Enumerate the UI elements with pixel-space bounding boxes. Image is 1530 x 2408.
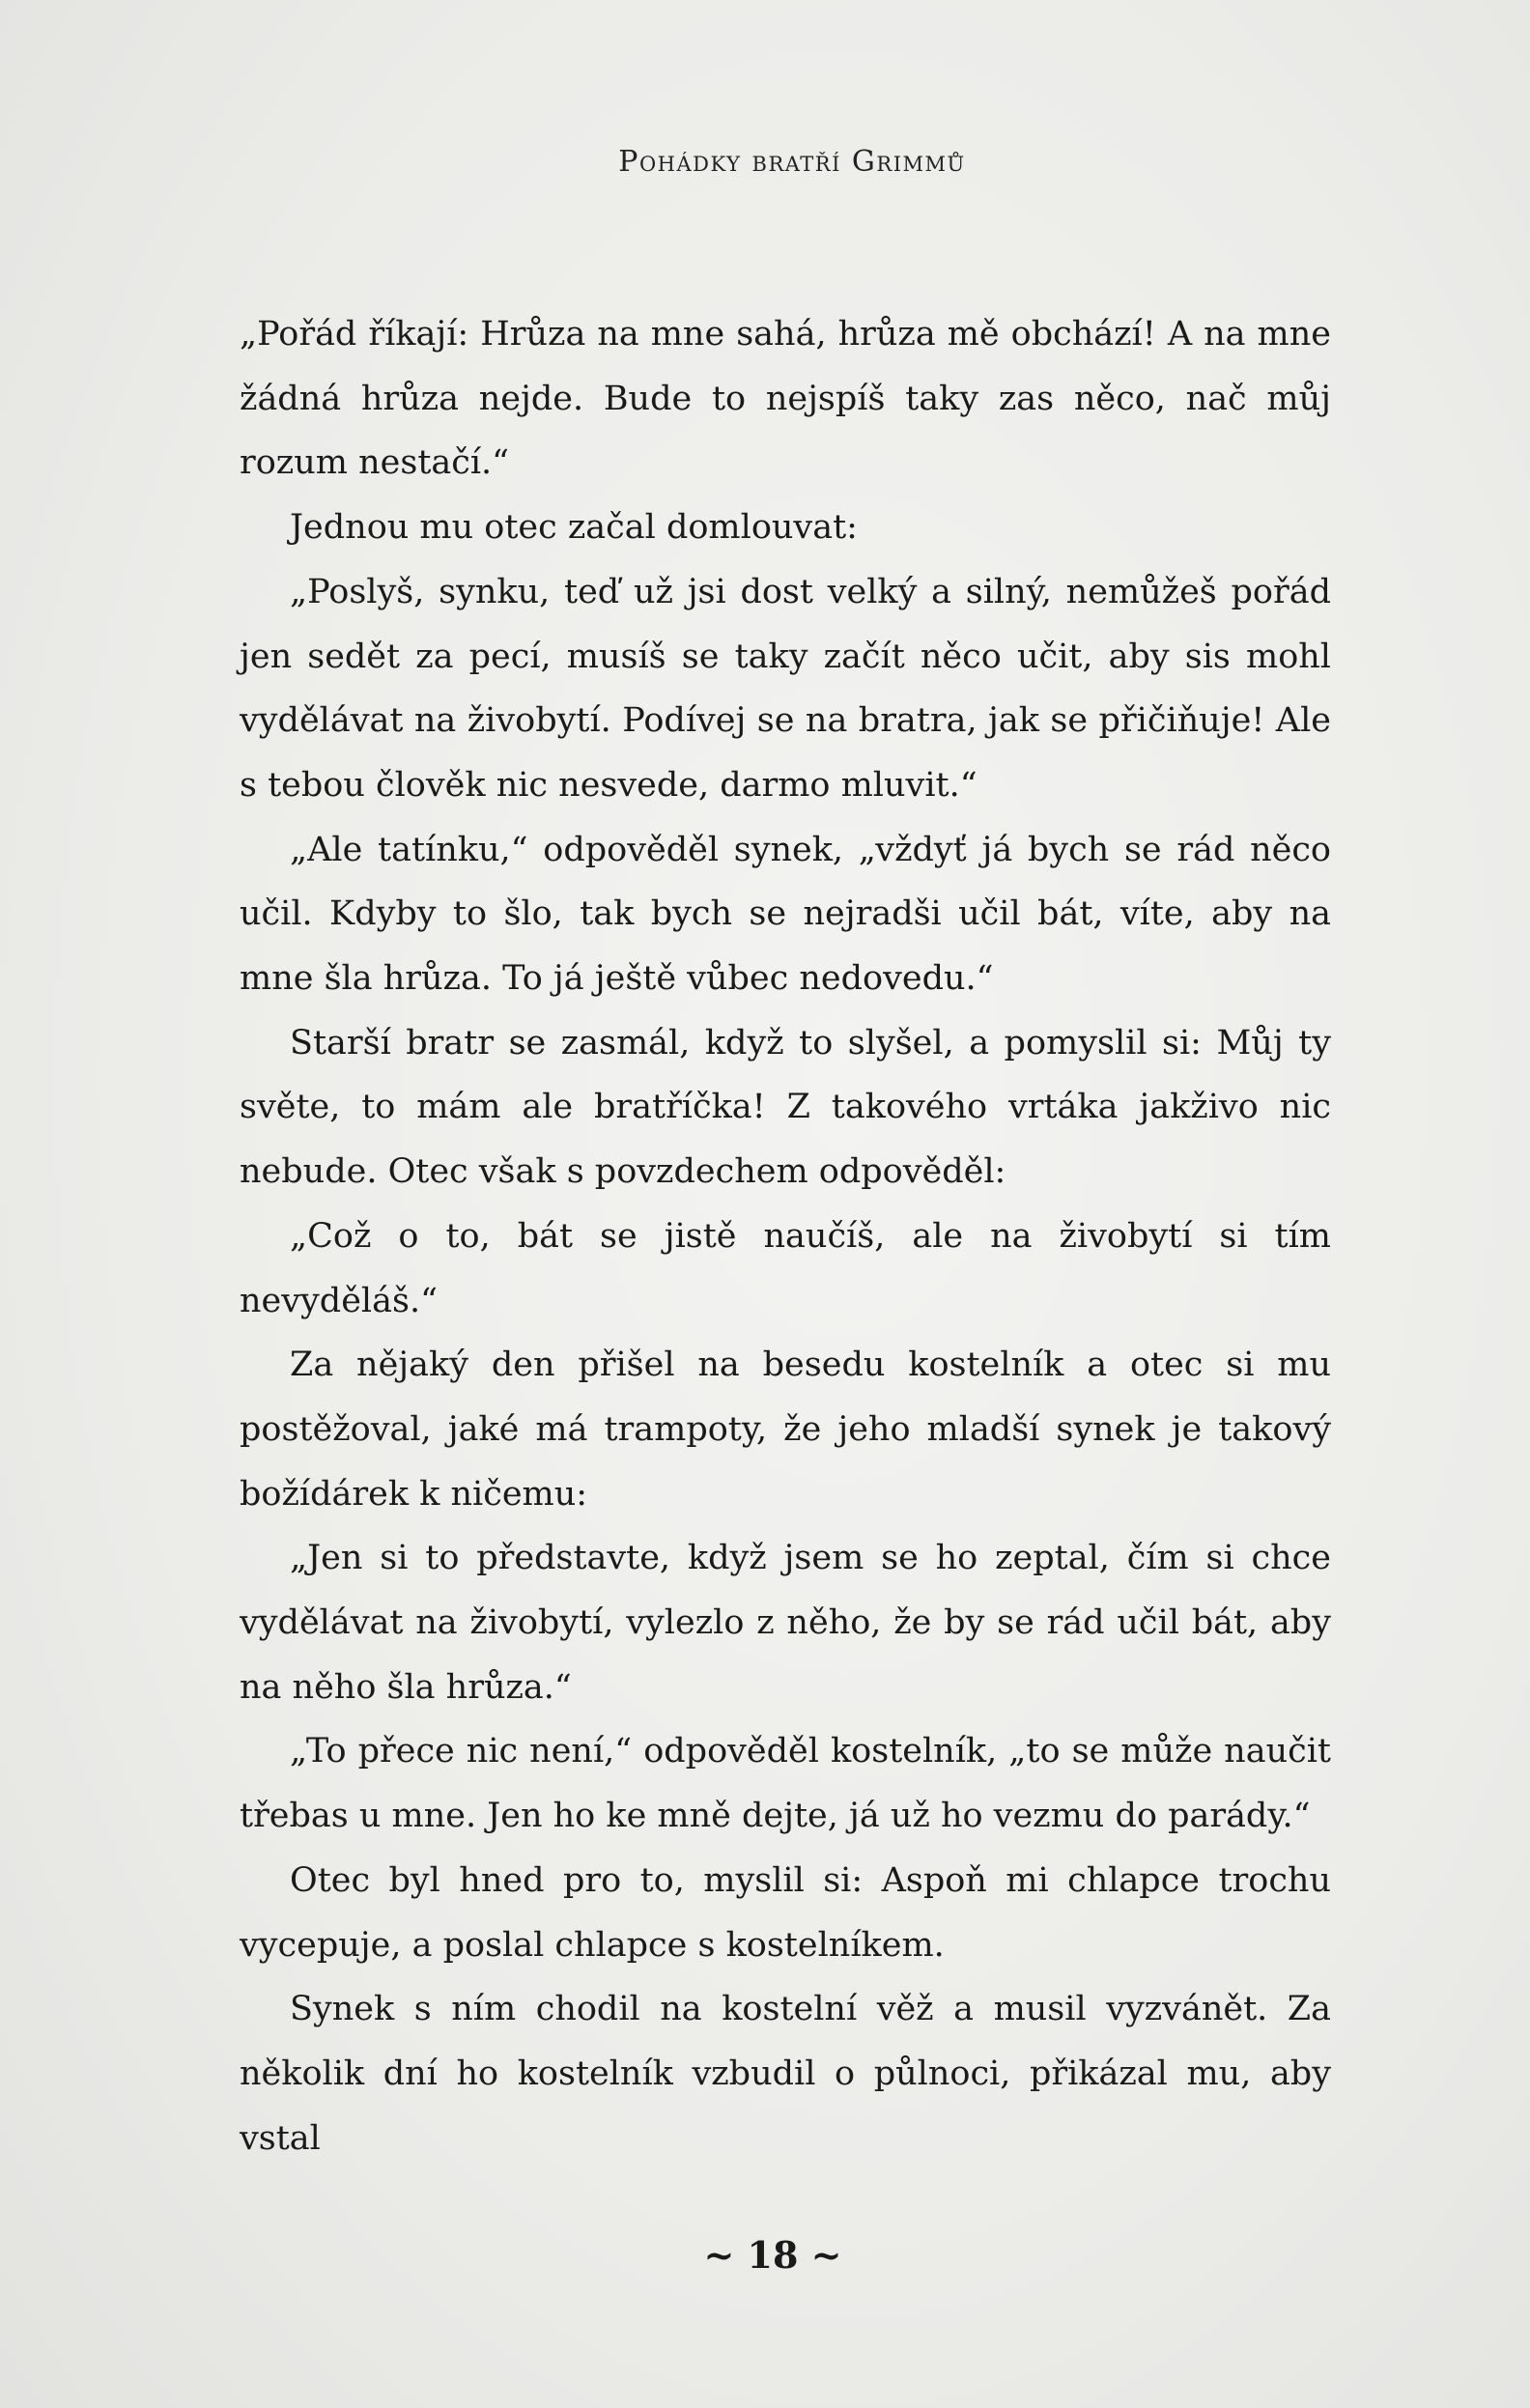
paragraph: „Pořád říkají: Hrůza na mne sahá, hrůza mě obchází! A na mne žádná hrůza nejde. Bude to nejspíš taky zas něco, nač můj rozum nestačí.“	[240, 315, 1331, 483]
page-number: ~ 18 ~	[703, 2233, 842, 2277]
body-text	[240, 302, 1331, 2170]
paragraph: Synek s ním chodil na kostelní věž a musil vyzvánět. Za několik dní ho kostelník vzbudil o půlnoci, přikázal mu, aby vstal	[240, 1990, 1331, 2158]
paragraph: „Což o to, bát se jistě naučíš, ale na živobytí si tím nevyděláš.“	[240, 1216, 1331, 1320]
paragraph: Otec byl hned pro to, myslil si: Aspoň mi chlapce trochu vycepuje, a poslal chlapce s kostelníkem.	[240, 1860, 1331, 1965]
paragraph: „Poslyš, synku, teď už jsi dost velký a silný, nemůžeš pořád jen sedět za pecí, musíš se taky začít něco učit, aby sis mohl vydělávat na živobytí. Podívej se na bratra, jak se přičiňuje! Ale s tebou člověk nic nesvede, darmo mluvit.“	[240, 572, 1331, 805]
paragraph: „Jen si to představte, když jsem se ho zeptal, čím si chce vydělávat na živobytí, vylezlo z něho, že by se rád učil bát, aby na něho šla hrůza.“	[240, 1539, 1331, 1707]
paragraph: Starší bratr se zasmál, když to slyšel, a pomyslil si: Můj ty světe, to mám ale bratříčka! Z takového vrtáka jakživo nic nebude. Otec však s povzdechem odpověděl:	[240, 1023, 1331, 1192]
paragraph: Jednou mu otec začal domlouvat:	[290, 508, 858, 548]
running-title: Pohádky bratří Grimmů	[618, 145, 966, 179]
paragraph: Za nějaký den přišel na besedu kostelník a otec si mu postěžoval, jaké má trampoty, že jeho mladší synek je takový božídárek k ničemu:	[240, 1346, 1331, 1514]
paragraph: „To přece nic není,“ odpověděl kostelník, „to se může naučit třebas u mne. Jen ho ke mně dejte, já už ho vezmu do parády.“	[240, 1732, 1331, 1836]
paragraph: „Ale tatínku,“ odpověděl synek, „vždyť já bych se rád něco učil. Kdyby to šlo, tak bych se nejradši učil bát, víte, aby na mne šla hrůza. To já ještě vůbec nedovedu.“	[240, 830, 1331, 999]
